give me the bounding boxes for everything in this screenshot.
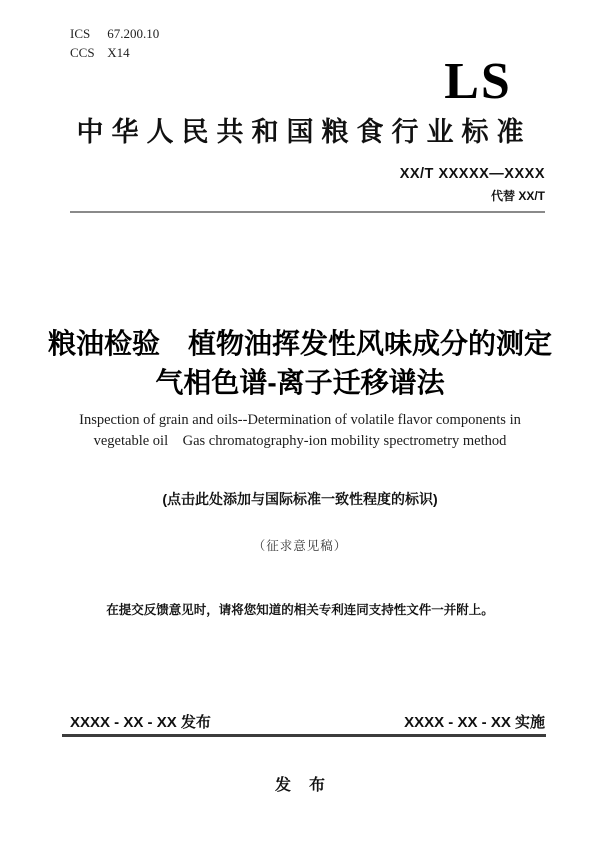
standard-number: XX/T XXXXX—XXXX (399, 166, 545, 182)
draft-status-note: （征求意见稿） (252, 539, 348, 553)
publish-label: 发布 (274, 777, 343, 794)
ics-value: 67.200.10 (107, 26, 160, 41)
title-en-line1: Inspection of grain and oils--Determination of volatile flavor components in (79, 412, 521, 428)
title-en-line2: vegetable oil Gas chromatography-ion mobility spectrometry method (93, 433, 507, 449)
implement-date: XXXX - XX - XX 实施 (404, 714, 545, 731)
ics-code-row (70, 24, 159, 43)
replaces-note: 代替 XX/T (490, 189, 545, 203)
ccs-value: X14 (107, 45, 130, 60)
consistency-placeholder-note: (点击此处添加与国际标准一致性程度的标识) (162, 491, 438, 507)
date-row (70, 711, 545, 732)
footer-divider-rule (62, 734, 546, 737)
classification-codes (70, 24, 159, 62)
standard-org-title: 中华人民共和国粮食行业标准 (76, 117, 532, 147)
ics-label: ICS (70, 26, 91, 41)
document-title-chinese (0, 324, 600, 402)
ls-standard-logo: LS (444, 53, 512, 110)
title-cn-line1: 粮油检验 植物油挥发性风味成分的测定 (47, 328, 552, 359)
issue-date: XXXX - XX - XX 发布 (70, 714, 211, 731)
title-cn-line2: 气相色谱-离子迁移谱法 (155, 367, 445, 398)
header-divider-rule (70, 211, 545, 213)
ccs-code-row (70, 43, 159, 62)
document-title-english (0, 410, 600, 452)
ccs-label: CCS (70, 45, 95, 60)
patent-feedback-note: 在提交反馈意见时，请将您知道的相关专利连同支持性文件一并附上。 (106, 603, 494, 617)
